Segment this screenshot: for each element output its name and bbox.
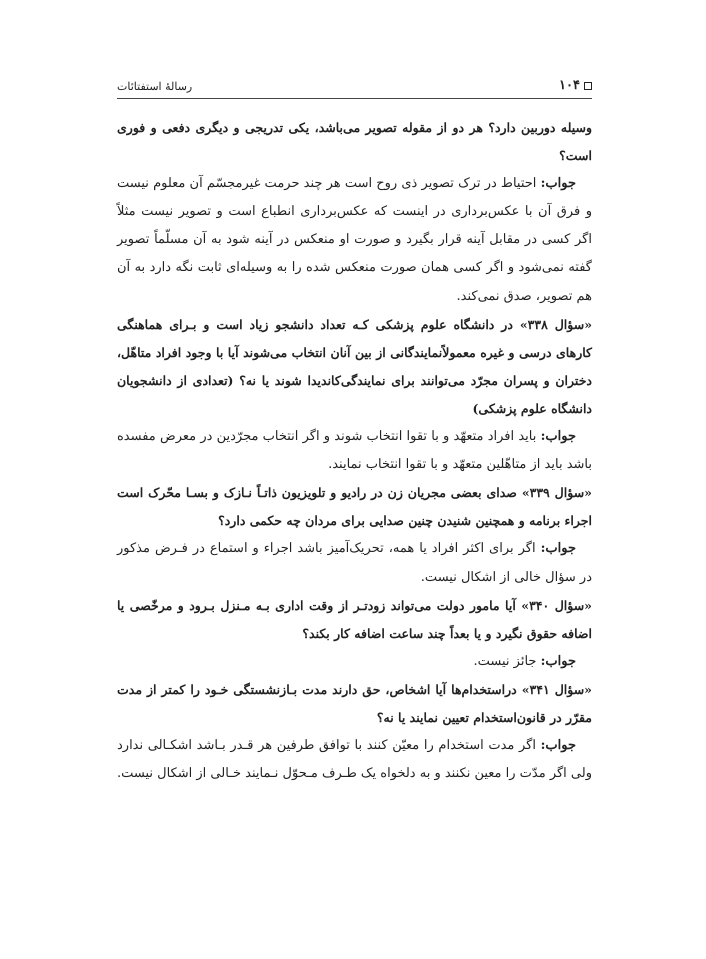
page-number-group [559,78,592,93]
question-label: «سؤال ۳۳۸» [519,316,593,332]
question-label: «سؤال ۳۳۹» [521,485,592,501]
answer-label: جواب: [540,653,576,669]
answer-paragraph [117,535,592,591]
question-text: وسیله دوربین دارد؟ هر دو از مقوله تصویر می‌باشد، یکی تدریجی و دیگری دفعی و فوری است؟ [117,120,592,164]
answer-label: جواب: [540,176,576,192]
answer-label: جواب: [540,429,576,445]
running-title: رسالۀ استفتائات [117,80,193,93]
answer-paragraph [117,732,592,788]
question-text: آیا مامور دولت می‌تواند زودتـر از وقت اداری بـه مـنزل بـرود و مرخّصی یا اضافه حقوق نگیرد و یا بعداً چند ساعت اضافه کار بکند؟ [117,597,592,641]
answer-text: احتیاط در ترک تصویر ذی روح است هر چند حرمت غیرمجسّم آن معلوم نیست و فرق آن با عکس‌برداری در اینست که عکس‌برداری انطباع است و تصویر نیست مثلاً اگر کسی در مقابل آینه قرار بگیرد و صورت او منعکس در آینه شود به آن مسلّماً تصویر گفته نمی‌شود و اگر کسی همان صورت منعکس شده را به وسیله‌ای ثابت نگه دارد به آن هم تصویر، صدق نمی‌کند. [117,176,592,304]
question-338 [117,311,592,423]
answer-paragraph [117,170,592,310]
question-text: صدای بعضی مجریان زن در رادیو و تلویزیون ذاتـاً نـازک و بسـا محّرک است اجراء برنامه و همچنین شنیدن چنین صدایی برای مردان چه حکمی دارد؟ [117,485,592,529]
answer-text: اگر مدت استخدام را معیّن کنند با توافق طرفین هر قـدر بـاشد اشکـالی ندارد ولی اگر مدّت را معین نکنند و به دلخواه یک طـرف مـحوّل نـمایند خـالی از اشکال نیست. [116,738,592,782]
page-body [117,114,592,788]
question-text: در دانشگاه علوم پزشکی کـه تعداد دانشجو زیاد است و بـرای هماهنگی کارهای درسی و غیره معمولاًنمایندگانی از بین آنان انتخاب می‌شوند آیا با وجود افراد متاهّل، دختران و پسران مجرّد می‌توانند برای نمایندگی‌کاندیدا شوند یا نه؟ (تعدادی از دانشجویان دانشگاه علوم پزشکی) [117,316,592,416]
answer-paragraph [117,648,592,676]
answer-text: جائز نیست. [473,653,537,669]
question-text: دراستخدام‌ها آیا اشخاص، حق دارند مدت بـازنشستگی خـود را کمتر از مدت مقرّر در قانون‌استخدام تعیین نمایند یا نه؟ [117,681,592,725]
answer-label: جواب: [540,541,576,557]
page-number: ۱۰۴ [559,78,580,93]
question-341 [117,676,592,732]
answer-label: جواب: [540,738,576,754]
question-340 [117,592,592,648]
running-header [117,80,592,99]
question-continued [117,114,592,170]
answer-text: باید افراد متعهّد و با تقوا انتخاب شوند و اگر انتخاب مجرّدین در معرض مفسده باشد باید از متاهّلین متعهّد و با تقوا انتخاب نمایند. [117,429,592,473]
answer-text: اگر برای اکثر افراد یا همه، تحریک‌آمیز باشد اجراء و استماع در فـرض مذکور در سؤال خالی از اشکال نیست. [117,541,592,585]
question-339 [117,479,592,535]
square-bullet-icon [584,82,592,90]
question-label: «سؤال ۳۴۱» [521,681,592,697]
question-label: «سؤال ۳۴۰» [521,597,592,613]
answer-paragraph [117,423,592,479]
